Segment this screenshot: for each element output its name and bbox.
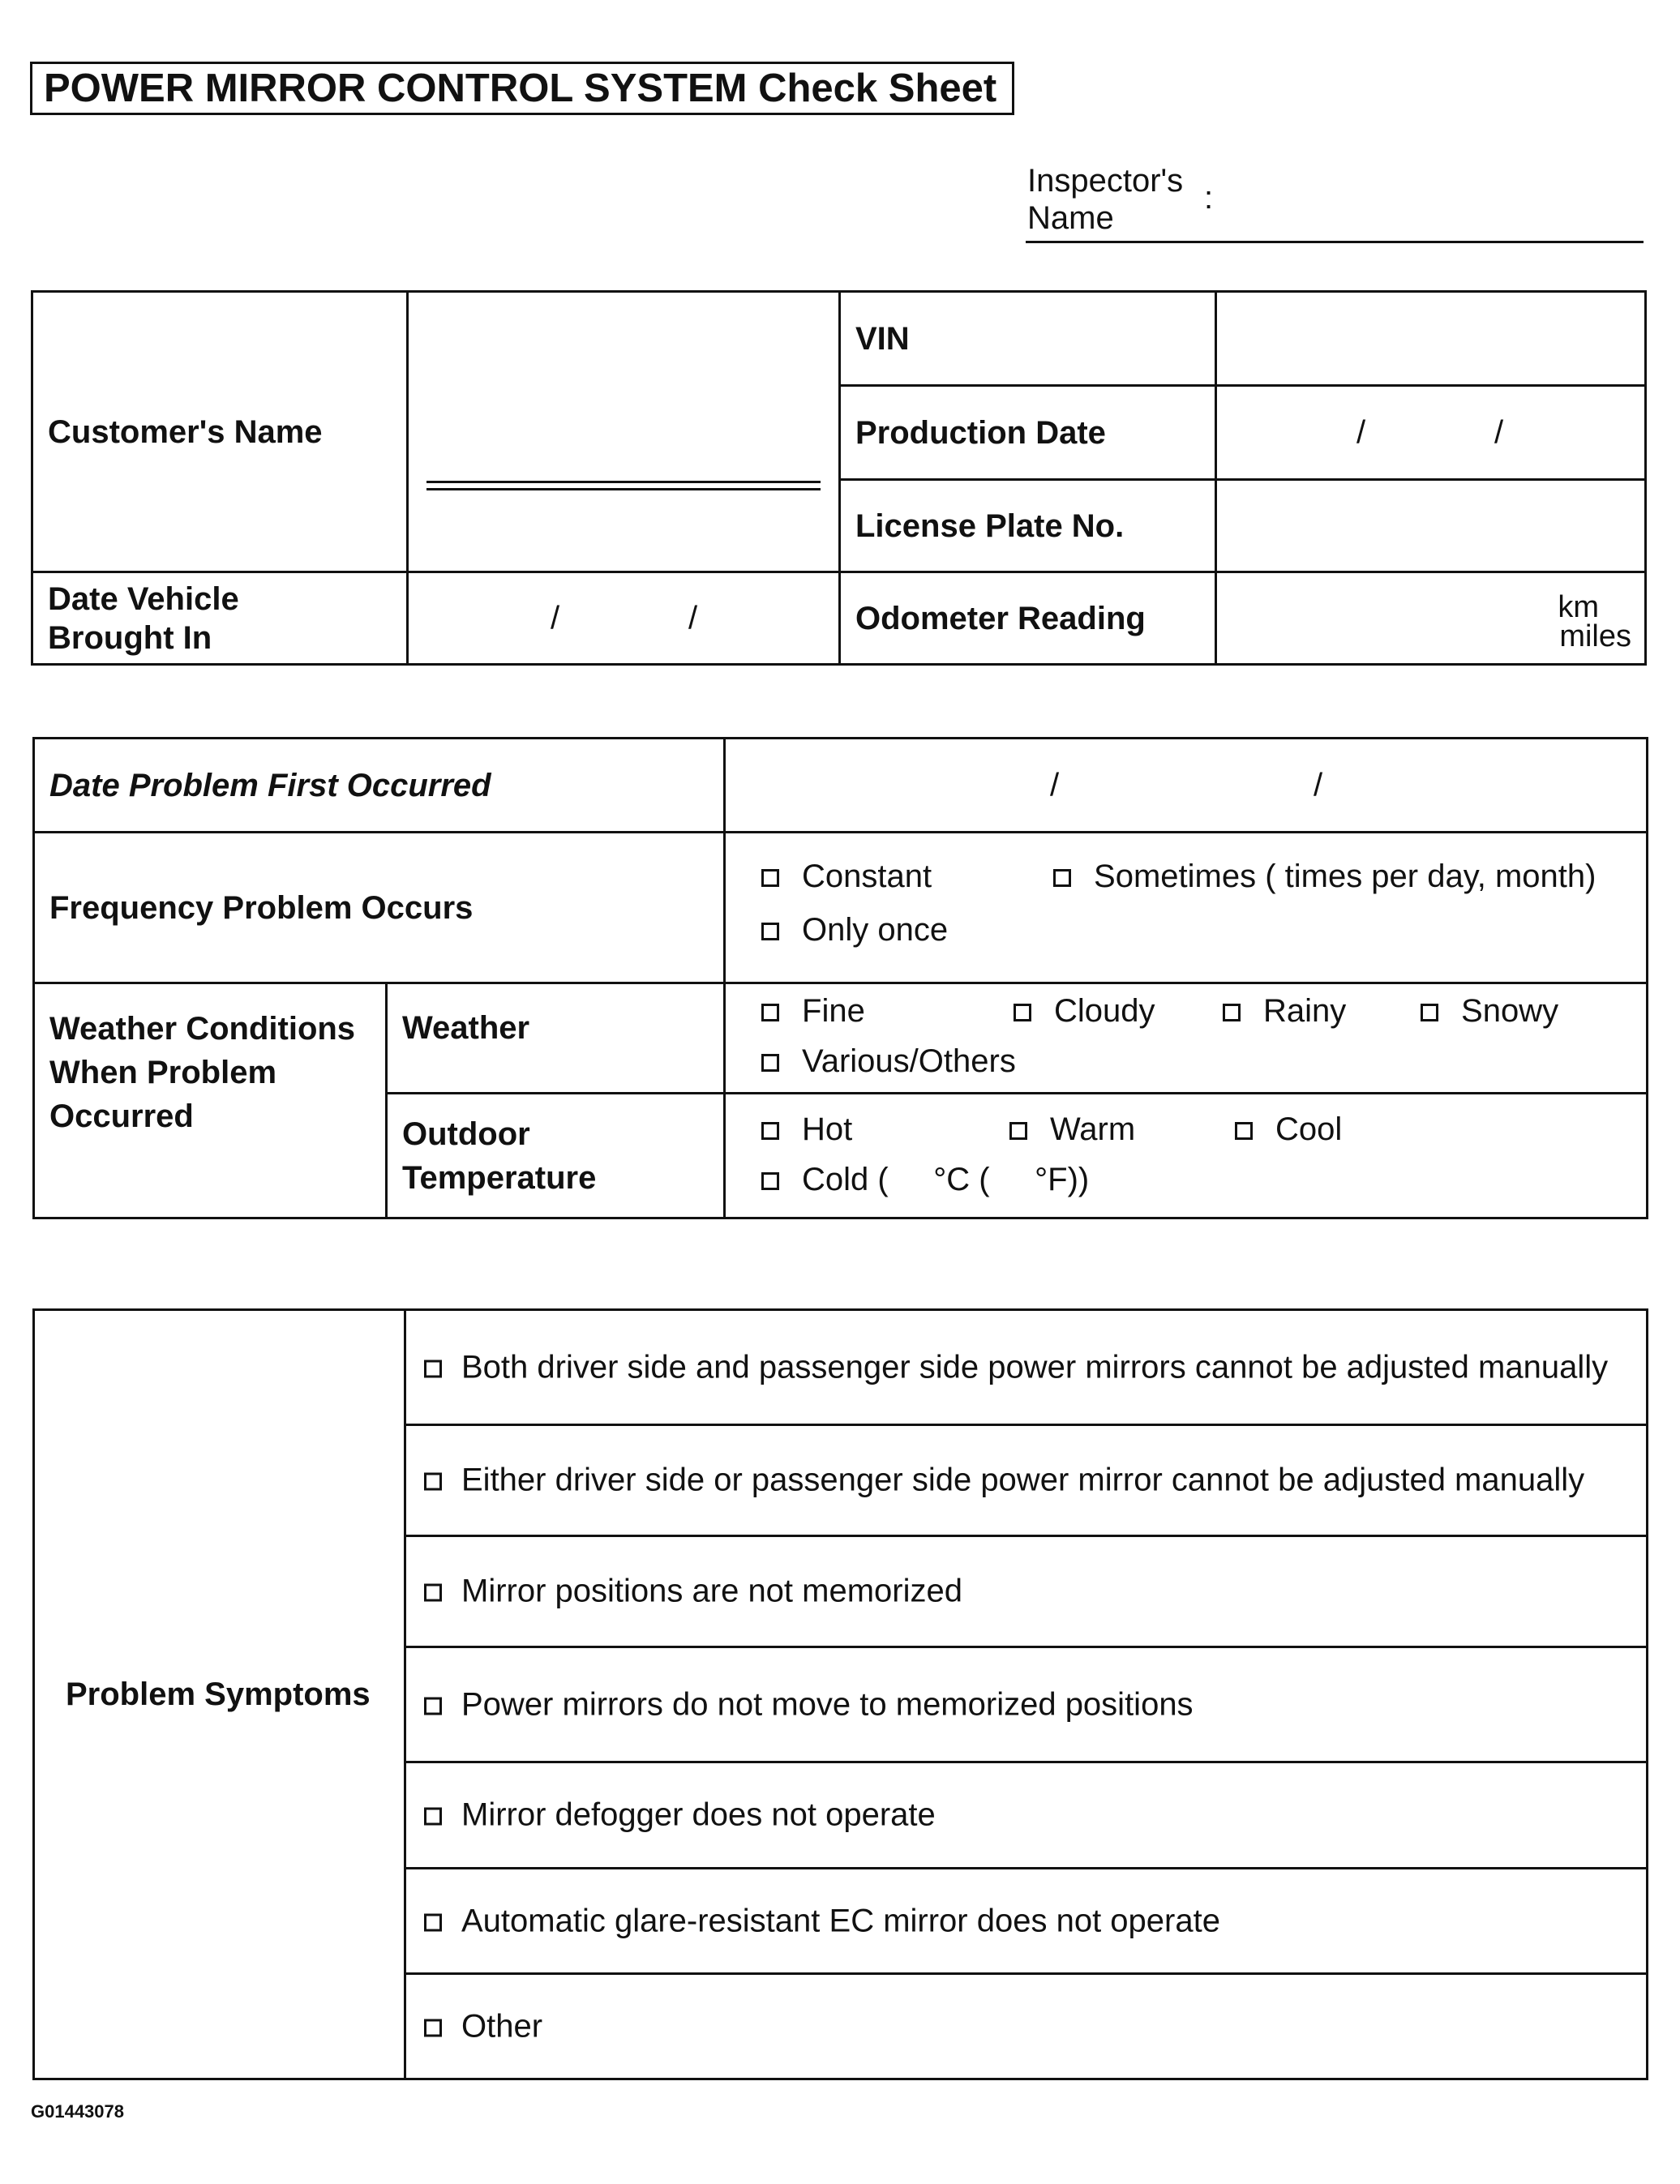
date-brought-in-line1: Date Vehicle: [48, 580, 239, 617]
date-brought-in-line2: Brought In: [48, 619, 212, 656]
checkbox-icon[interactable]: [1235, 1122, 1253, 1140]
symptom-label: Power mirrors do not move to memorized positions: [461, 1686, 1194, 1722]
option-hot[interactable]: [761, 1111, 852, 1148]
license-plate-field[interactable]: [1216, 480, 1646, 572]
frequency-label: Frequency Problem Occurs: [34, 833, 725, 983]
customer-name-label: Customer's Name: [32, 292, 408, 572]
problem-symptoms-label: Problem Symptoms: [34, 1310, 405, 2079]
symptom-item[interactable]: [405, 1974, 1648, 2079]
symptom-item[interactable]: [405, 1425, 1648, 1536]
odometer-unit-km: km: [1558, 590, 1599, 624]
symptom-label: Either driver side or passenger side power mirror cannot be adjusted manually: [461, 1462, 1585, 1498]
inspector-name-label: [1027, 162, 1183, 237]
checkbox-icon[interactable]: [1014, 1004, 1031, 1021]
symptom-label: Mirror positions are not memorized: [461, 1573, 962, 1609]
problem-conditions-table: [32, 737, 1648, 1219]
option-rainy[interactable]: [1223, 992, 1346, 1030]
checkbox-icon[interactable]: [761, 1004, 779, 1021]
option-sometimes[interactable]: [1053, 858, 1596, 895]
checkbox-icon[interactable]: [424, 1360, 442, 1377]
symptom-item[interactable]: [405, 1310, 1648, 1425]
symptom-item[interactable]: [405, 1536, 1648, 1647]
inspector-colon: :: [1204, 180, 1214, 216]
checkbox-icon[interactable]: [424, 1697, 442, 1715]
option-label: Snowy: [1461, 993, 1559, 1029]
odometer-unit-miles: miles: [1559, 619, 1631, 653]
outdoor-temperature-label: [387, 1094, 725, 1218]
figure-code: G01443078: [31, 2101, 124, 2122]
option-various[interactable]: [761, 1043, 1016, 1080]
symptom-label: Other: [461, 2008, 543, 2044]
frequency-options: [725, 833, 1648, 983]
option-label: Cloudy: [1054, 993, 1155, 1029]
option-cloudy[interactable]: [1014, 992, 1155, 1030]
checkbox-icon[interactable]: [424, 1584, 442, 1602]
symptom-item[interactable]: [405, 1869, 1648, 1974]
option-label: Constant: [802, 859, 932, 894]
weather-conditions-line2: When Problem: [49, 1054, 277, 1090]
checkbox-icon[interactable]: [761, 1122, 779, 1140]
checkbox-icon[interactable]: [424, 1808, 442, 1826]
date-first-occurred-field[interactable]: [725, 739, 1648, 833]
date-separator: /: [1356, 414, 1366, 450]
date-separator: /: [1494, 414, 1504, 450]
option-label: Fine: [802, 993, 865, 1029]
odometer-label: Odometer Reading: [840, 572, 1216, 665]
weather-conditions-line1: Weather Conditions: [49, 1010, 356, 1047]
option-label: Sometimes ( times per day, month): [1094, 859, 1596, 894]
option-label: Hot: [802, 1111, 853, 1147]
checkbox-icon[interactable]: [424, 1473, 442, 1491]
date-separator: /: [688, 600, 698, 636]
option-fine[interactable]: [761, 992, 865, 1030]
option-only-once[interactable]: [761, 911, 948, 949]
customer-name-field[interactable]: [408, 292, 840, 572]
vehicle-info-table: [31, 290, 1647, 666]
checkbox-icon[interactable]: [424, 1913, 442, 1931]
option-label: Various/Others: [802, 1043, 1016, 1079]
inspector-label-line1: Inspector's: [1027, 163, 1184, 199]
inspector-name-field[interactable]: [1026, 241, 1644, 243]
checkbox-icon[interactable]: [424, 2019, 442, 2036]
symptom-item[interactable]: [405, 1762, 1648, 1869]
vin-field[interactable]: [1216, 292, 1646, 386]
option-constant[interactable]: [761, 858, 932, 895]
checkbox-icon[interactable]: [1009, 1122, 1027, 1140]
vin-label: VIN: [840, 292, 1216, 386]
weather-label: Weather: [387, 983, 725, 1094]
outdoor-temp-line1: Outdoor: [402, 1116, 530, 1152]
date-separator: /: [1314, 767, 1323, 803]
option-label: Only once: [802, 912, 949, 948]
production-date-field[interactable]: [1216, 386, 1646, 480]
outdoor-temp-line2: Temperature: [402, 1159, 597, 1196]
option-cool[interactable]: [1235, 1111, 1342, 1148]
symptom-item[interactable]: [405, 1647, 1648, 1762]
symptom-label: Mirror defogger does not operate: [461, 1796, 936, 1833]
date-separator: /: [551, 600, 560, 636]
option-label: Cold ( °C ( °F)): [802, 1162, 1090, 1197]
checkbox-icon[interactable]: [761, 1172, 779, 1190]
problem-symptoms-table: [32, 1308, 1648, 2080]
date-separator: /: [1050, 767, 1060, 803]
option-label: Warm: [1050, 1111, 1136, 1147]
odometer-field[interactable]: [1216, 572, 1646, 665]
checkbox-icon[interactable]: [1053, 869, 1071, 887]
production-date-label: Production Date: [840, 386, 1216, 480]
checkbox-icon[interactable]: [761, 1054, 779, 1072]
option-label: Rainy: [1263, 993, 1347, 1029]
inspector-label-line2: Name: [1027, 200, 1114, 236]
date-brought-in-field[interactable]: [408, 572, 840, 665]
symptom-label: Both driver side and passenger side power mirrors cannot be adjusted manually: [461, 1349, 1609, 1385]
date-brought-in-label: [32, 572, 408, 665]
license-plate-label: License Plate No.: [840, 480, 1216, 572]
option-cold[interactable]: [761, 1161, 1089, 1198]
option-snowy[interactable]: [1421, 992, 1558, 1030]
option-warm[interactable]: [1009, 1111, 1135, 1148]
weather-conditions-line3: Occurred: [49, 1098, 194, 1134]
date-first-occurred-label: Date Problem First Occurred: [34, 739, 725, 833]
weather-options: [725, 983, 1648, 1094]
option-label: Cool: [1275, 1111, 1343, 1147]
symptom-label: Automatic glare-resistant EC mirror does not operate: [461, 1903, 1220, 1938]
checkbox-icon[interactable]: [761, 923, 779, 940]
weather-conditions-label: [34, 983, 387, 1218]
temperature-options: [725, 1094, 1648, 1218]
checkbox-icon[interactable]: [761, 869, 779, 887]
checkbox-icon[interactable]: [1223, 1004, 1241, 1021]
page-title: POWER MIRROR CONTROL SYSTEM Check Sheet: [30, 62, 1014, 115]
checkbox-icon[interactable]: [1421, 1004, 1438, 1021]
